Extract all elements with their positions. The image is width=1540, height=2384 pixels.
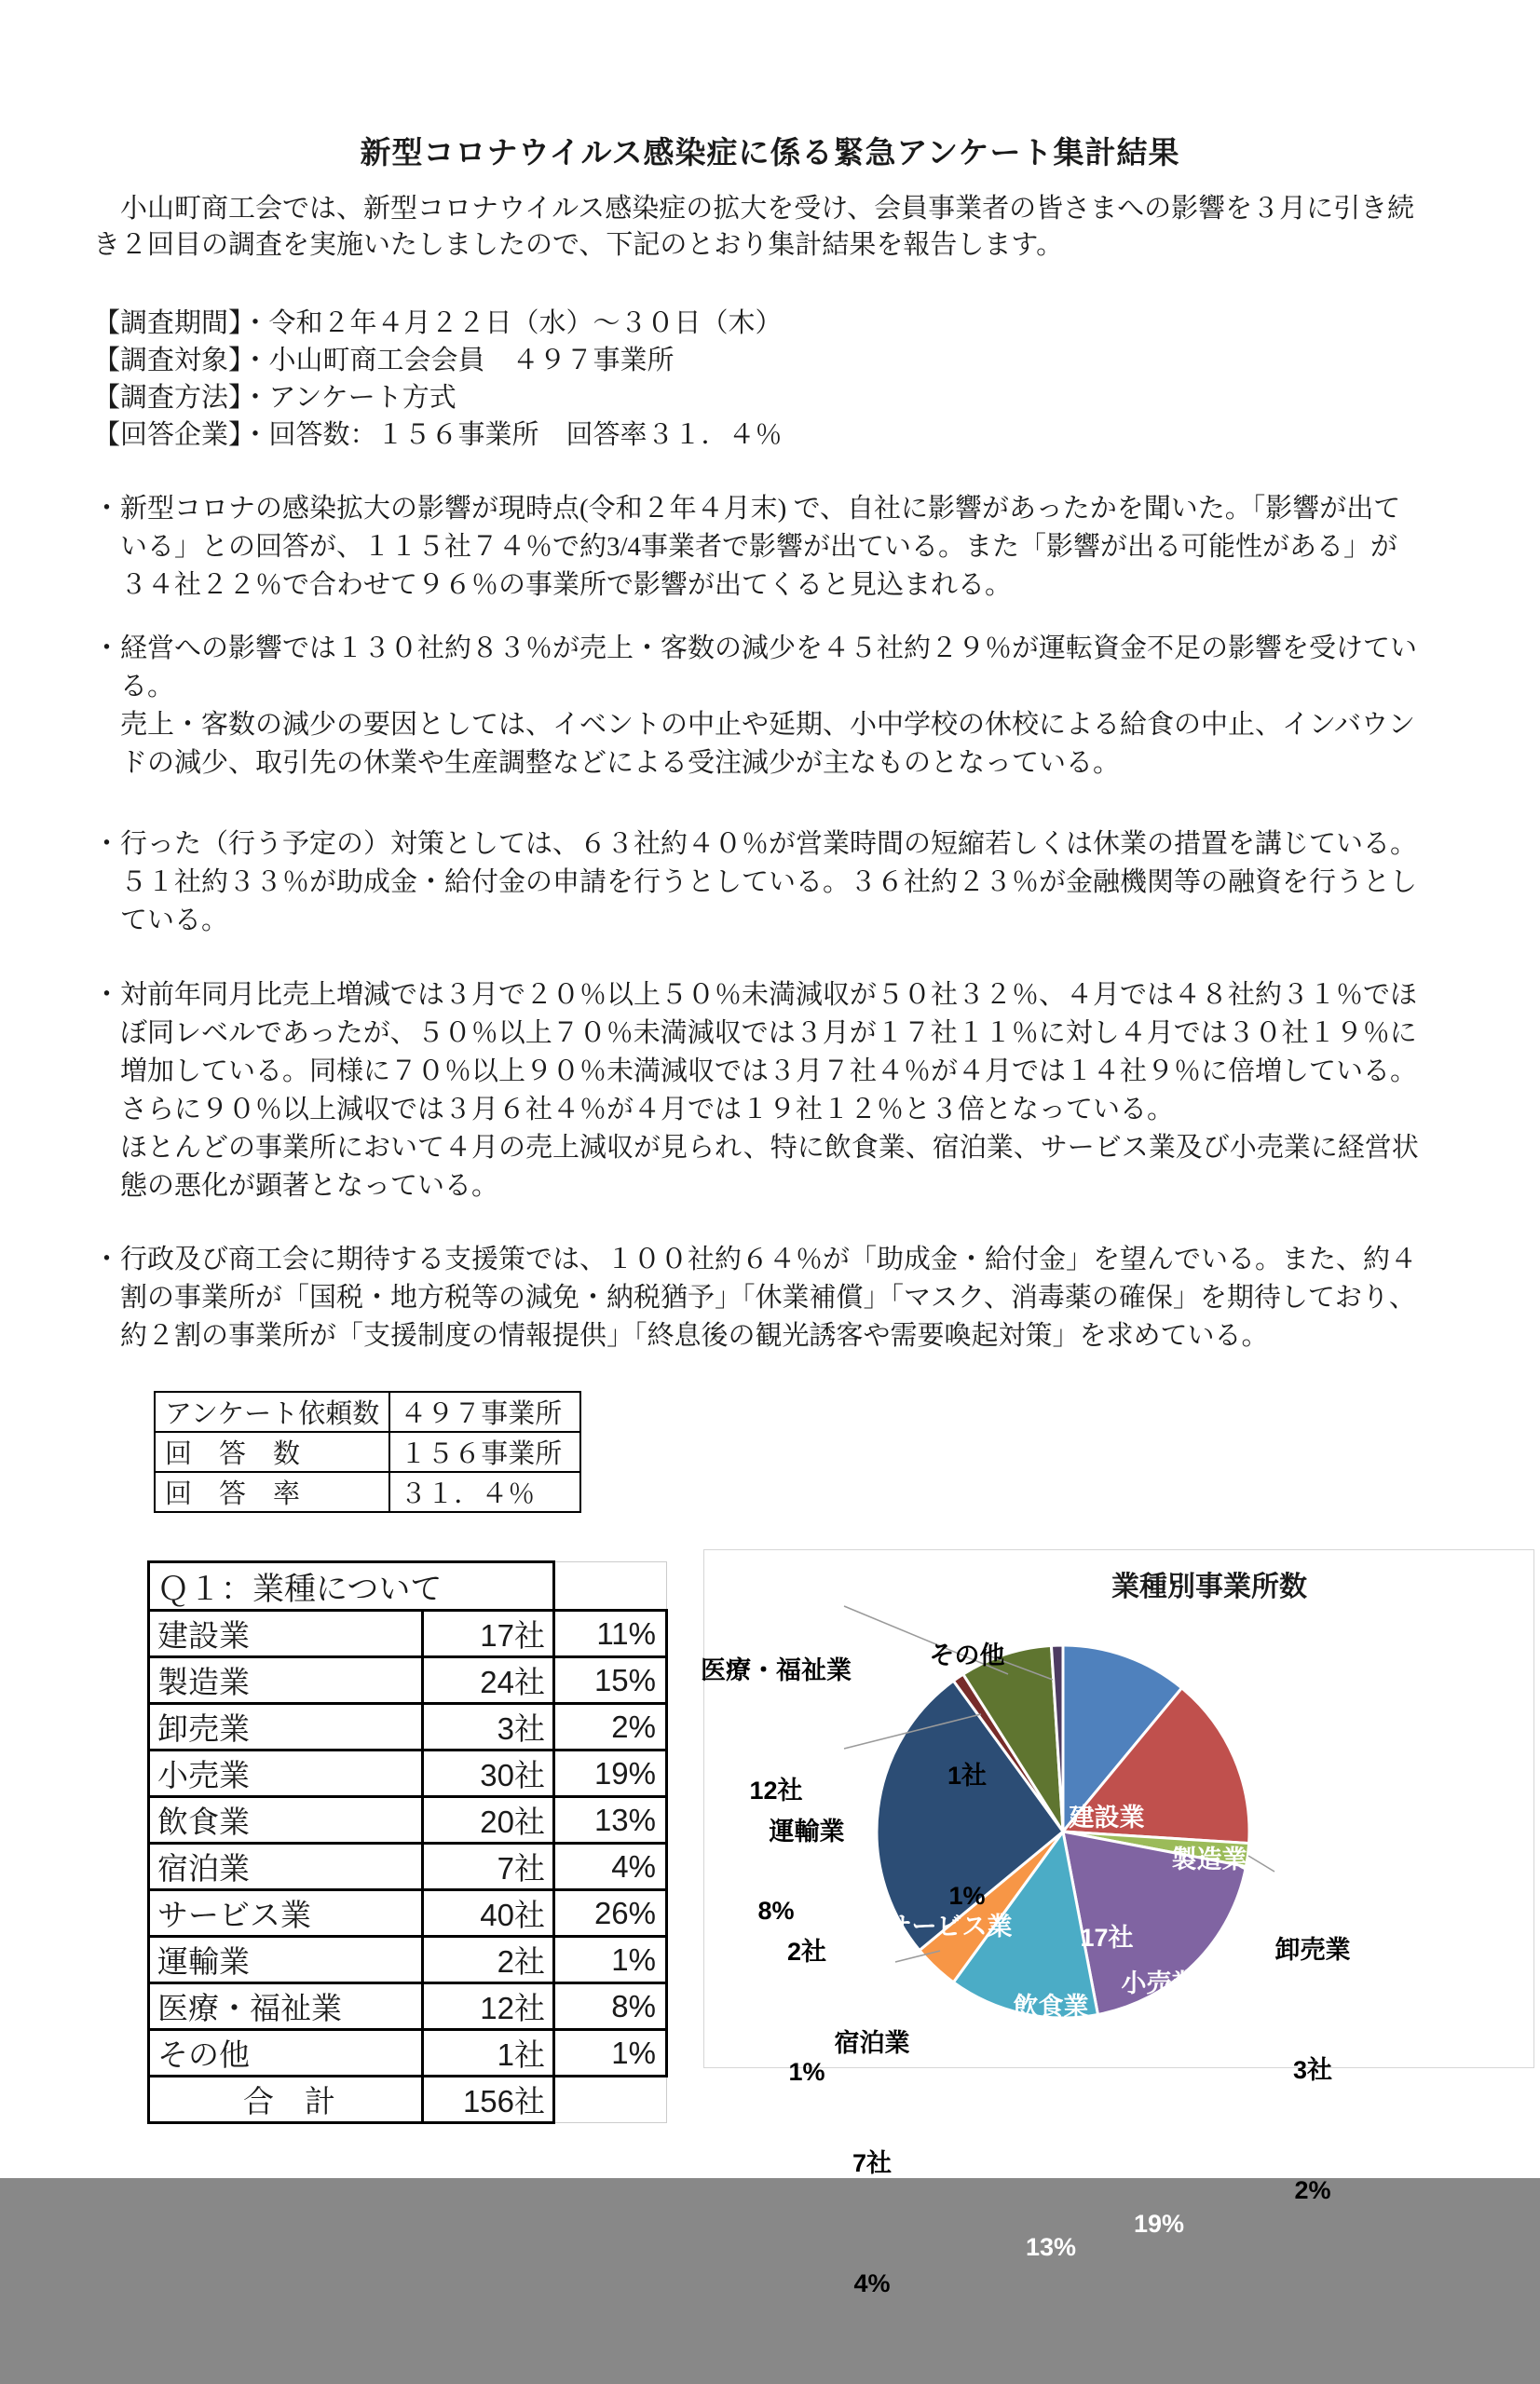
bullet-line: ・行政及び商工会に期待する支援策では、１００社約６４％が「助成金・給付金」を望んでいる。また、約４ (93, 1245, 1418, 1274)
industry-name-cell: その他 (149, 2030, 423, 2077)
industry-percent-cell: 1% (554, 1937, 667, 1983)
industry-name-cell: サービス業 (149, 1890, 423, 1937)
bullet-support-requests (93, 1241, 1472, 1355)
industry-count-cell: 2社 (423, 1937, 554, 1983)
industry-percent-cell: 11% (554, 1611, 667, 1657)
summary-label-responses: 回 答 数 (155, 1432, 389, 1472)
leader-line (1248, 1856, 1274, 1872)
bullet-line: 態の悪化が顕著となっている。 (120, 1171, 499, 1201)
pie-label-lodging: 宿泊業 7社 4% (834, 2029, 910, 2297)
table-row (155, 1432, 580, 1472)
summary-label-rate: 回 答 率 (155, 1472, 389, 1512)
chart-title: 業種別事業所数 (1111, 1572, 1307, 1602)
bullet-sales-change (93, 976, 1472, 1206)
q1-table-title: Ｑ１：業種について (149, 1562, 554, 1611)
industry-percent-cell: 1% (554, 2030, 667, 2077)
bullet-line: 増加している。同様に７０％以上９０％未満減収では３月７社４％が４月では１４社９％に倍増している。 (120, 1056, 1418, 1086)
pie-label-other: その他 1社 1% (929, 1642, 1005, 1910)
pie-label-retail: 小売業 30社 19% (1121, 1969, 1197, 2238)
bullet-management-impact (93, 630, 1472, 783)
industry-count-cell: 12社 (423, 1983, 554, 2030)
bullet-line: ・対前年同月比売上増減では３月で２０％以上５０％未満減収が５０社３２％、４月では４８社約３１％でほ (93, 980, 1418, 1010)
table-row (155, 1472, 580, 1512)
industry-name-cell: 飲食業 (149, 1797, 423, 1844)
document-title: 新型コロナウイルス感染症に係る緊急アンケート集計結果 (360, 137, 1180, 170)
pie-label-construction: 建設業 17社 11% (1069, 1804, 1145, 2072)
survey-period-line: 【調査期間】・令和２年４月２２日（水）～３０日（木） (93, 308, 783, 338)
q1-industry-table (147, 1560, 668, 2124)
bullet-line: さらに９０％以上減収では３月６社４％が４月では１９社１２％と３倍となっている。 (120, 1095, 1175, 1124)
q1-row (149, 1611, 667, 1657)
total-label-cell: 合 計 (149, 2077, 423, 2123)
q1-row (149, 1657, 667, 1704)
total-count-cell: 156社 (423, 2077, 554, 2123)
chart-panel (701, 1549, 1534, 2297)
total-empty-cell (554, 2077, 667, 2123)
industry-name-cell: 小売業 (149, 1751, 423, 1797)
industry-percent-cell: 15% (554, 1657, 667, 1704)
industry-percent-cell: 13% (554, 1797, 667, 1844)
bullet-line: る。 (120, 672, 175, 702)
bullet-line: ・新型コロナの感染拡大の影響が現時点(令和２年４月末) で、自社に影響があったかを聞いた。「影響が出て (93, 494, 1401, 524)
bullet-line: ３４社２２％で合わせて９６％の事業所で影響が出てくると見込まれる。 (120, 570, 1013, 600)
industry-percent-cell: 8% (554, 1983, 667, 2030)
industry-percent-cell: 4% (554, 1844, 667, 1890)
bullet-line: ５１社約３３％が助成金・給付金の申請を行うとしている。３６社約２３％が金融機関等の融資を行うとし (120, 867, 1418, 897)
bullet-line: ほとんどの事業所において４月の売上減収が見られ、特に飲食業、宿泊業、サービス業及び小売業に経営状 (120, 1133, 1419, 1163)
pie-label-medical-welfare: 医療・福祉業 12社 8% (701, 1656, 852, 1925)
industry-name-cell: 製造業 (149, 1657, 423, 1704)
bullet-line: ・行った（行う予定の）対策としては、６３社約４０％が営業時間の短縮若しくは休業の措置を講じている。 (93, 829, 1418, 859)
q1-row (149, 1983, 667, 2030)
survey-target-line: 【調査対象】・小山町商工会会員 ４９７事業所 (93, 346, 675, 375)
pie-label-service: サービス業 40社 26% (886, 1913, 1013, 2181)
industry-name-cell: 宿泊業 (149, 1844, 423, 1890)
industry-name-cell: 建設業 (149, 1611, 423, 1657)
bullet-line: ・経営への影響では１３０社約８３％が売上・客数の減少を４５社約２９％が運転資金不足の影響を受けてい (93, 633, 1418, 663)
pie-label-restaurant: 飲食業 20社 13% (1013, 1993, 1089, 2261)
intro-line: き２回目の調査を実施いたしましたので、下記のとおり集計結果を報告します。 (93, 230, 1064, 260)
industry-percent-cell: 2% (554, 1704, 667, 1751)
summary-value-rate: ３１．４％ (389, 1472, 580, 1512)
summary-value-requests: ４９７事業所 (389, 1392, 580, 1432)
industry-count-cell: 30社 (423, 1751, 554, 1797)
q1-total-row (149, 2077, 667, 2123)
q1-row (149, 1890, 667, 1937)
industry-percent-cell: 19% (554, 1751, 667, 1797)
pie-label-wholesale: 卸売業 3社 2% (1274, 1936, 1351, 2204)
q1-header-row (149, 1562, 667, 1611)
q1-row (149, 2030, 667, 2077)
q1-header-empty-cell (554, 1562, 667, 1611)
industry-count-cell: 3社 (423, 1704, 554, 1751)
summary-label-requests: アンケート依頼数 (155, 1392, 389, 1432)
pie-label-transport: 運輸業 2社 1% (769, 1818, 845, 2086)
bullet-line: 割の事業所が「国税・地方税等の減免・納税猶予」「休業補償」「マスク、消毒薬の確保」を期待しており、 (120, 1283, 1416, 1313)
survey-response-line: 【回答企業】・回答数：１５６事業所 回答率３１．４％ (93, 420, 783, 450)
industry-count-cell: 1社 (423, 2030, 554, 2077)
survey-method-line: 【調査方法】・アンケート方式 (93, 383, 457, 413)
q1-row (149, 1751, 667, 1797)
bullet-line: いる」との回答が、１１５社７４％で約3/4事業者で影響が出ている。また「影響が出る可能性がある」が (120, 532, 1398, 562)
industry-name-cell: 運輸業 (149, 1937, 423, 1983)
q1-row (149, 1937, 667, 1983)
industry-count-cell: 24社 (423, 1657, 554, 1704)
q1-row (149, 1704, 667, 1751)
q1-row (149, 1844, 667, 1890)
bullet-line: 売上・客数の減少の要因としては、イベントの中止や延期、小中学校の休校による給食の中止、インバウン (120, 710, 1415, 740)
industry-count-cell: 7社 (423, 1844, 554, 1890)
intro-line: 小山町商工会では、新型コロナウイルス感染症の拡大を受け、会員事業者の皆さまへの影響を３月に引き続 (93, 194, 1415, 224)
bullet-line: 約２割の事業所が「支援制度の情報提供」「終息後の観光誘客や需要喚起対策」を求めている。 (120, 1321, 1269, 1351)
table-row (155, 1392, 580, 1432)
industry-percent-cell: 26% (554, 1890, 667, 1937)
industry-name-cell: 卸売業 (149, 1704, 423, 1751)
bullet-line: ぼ同レベルであったが、５０％以上７０％未満減収では３月が１７社１１％に対し４月では３０社１９％に (120, 1018, 1417, 1048)
pie-label-manufacturing: 製造業 24社 15% (1171, 1846, 1247, 2114)
q1-row (149, 1797, 667, 1844)
survey-info-block (93, 305, 1472, 454)
summary-value-responses: １５６事業所 (389, 1432, 580, 1472)
industry-name-cell: 医療・福祉業 (149, 1983, 423, 2030)
industry-count-cell: 17社 (423, 1611, 554, 1657)
bullet-line: ている。 (120, 906, 229, 935)
bullet-line: ドの減少、取引先の休業や生産調整などによる受注減少が主なものとなっている。 (120, 748, 1121, 778)
industry-count-cell: 20社 (423, 1797, 554, 1844)
bullet-impact (93, 490, 1472, 605)
summary-table (154, 1391, 581, 1513)
intro-paragraph (93, 191, 1472, 264)
bullet-countermeasures (93, 825, 1472, 940)
industry-count-cell: 40社 (423, 1890, 554, 1937)
